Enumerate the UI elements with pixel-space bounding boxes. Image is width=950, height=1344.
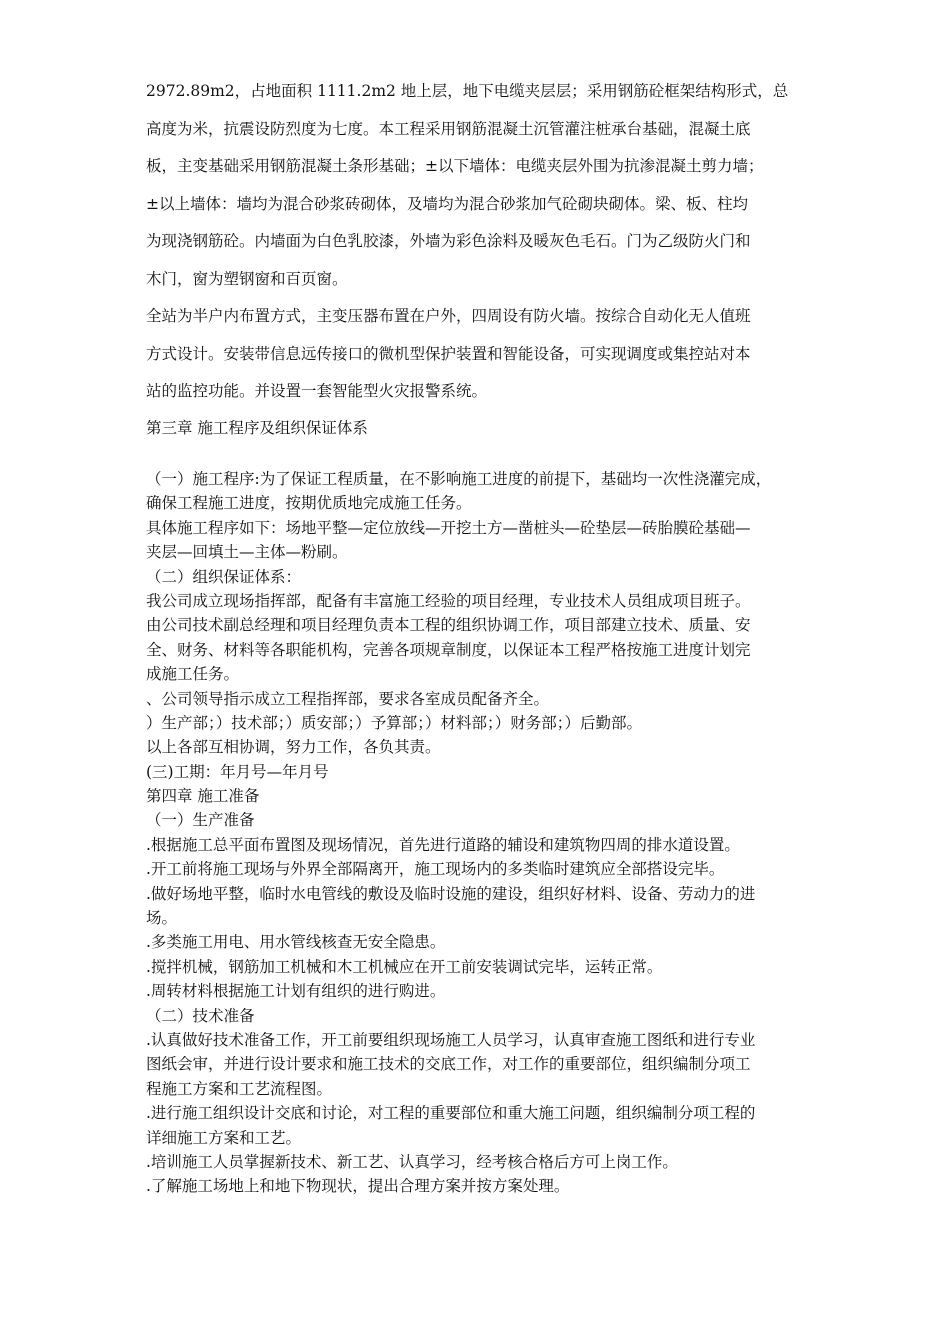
text-line: 高度为米，抗震设防烈度为七度。本工程采用钢筋混凝土沉管灌注桩承台基础，混凝土底: [146, 119, 751, 138]
text-line: 我公司成立现场指挥部，配备有丰富施工经验的项目经理，专业技术人员组成项目班子。: [146, 591, 751, 610]
text-line: .培训施工人员掌握新技术、新工艺、认真学习，经考核合格后方可上岗工作。: [146, 1152, 678, 1171]
text-line: .多类施工用电、用水管线核查无安全隐患。: [146, 933, 446, 952]
text-line: .进行施工组织设计交底和讨论，对工程的重要部位和重大施工问题，组织编制分项工程的: [146, 1104, 756, 1123]
chapter-4-heading: 第四章 施工准备: [146, 787, 260, 806]
text-line: 确保工程施工进度，按期优质地完成施工任务。: [146, 494, 472, 513]
text-line: 详细施工方案和工艺。: [146, 1128, 302, 1147]
station-layout-paragraph: [146, 298, 826, 411]
text-line: （一）生产准备: [146, 811, 255, 830]
text-line: （一）施工程序:为了保证工程质量，在不影响施工进度的前提下，基础均一次性浇灌完成，: [146, 470, 772, 488]
text-line: 成施工任务。: [146, 665, 240, 684]
text-line: .认真做好技术准备工作，开工前要组织现场施工人员学习，认真审查施工图纸和进行专业: [146, 1030, 756, 1049]
text-line: 木门，窗为塑钢窗和百页窗。: [146, 269, 348, 288]
text-line: 为现浇钢筋砼。内墙面为白色乳胶漆，外墙为彩色涂料及暖灰色毛石。门为乙级防火门和: [146, 232, 751, 250]
text-line: （二）组织保证体系：: [146, 567, 302, 586]
text-line: .做好场地平整，临时水电管线的敷设及临时设施的建设，组织好材料、设备、劳动力的进: [146, 884, 756, 903]
text-line: 由公司技术副总经理和项目经理负责本工程的组织协调工作，项目部建立技术、质量、安: [146, 616, 751, 635]
project-overview-paragraph: [146, 73, 826, 298]
text-line: 全站为半户内布置方式，主变压器布置在户外，四周设有防火墙。按综合自动化无人值班: [146, 307, 751, 325]
text-line: 方式设计。安装带信息远传接口的微机型保护装置和智能设备，可实现调度或集控站对本: [146, 344, 751, 363]
text-line: 具体施工程序如下：场地平整—定位放线—开挖土方—凿桩头—砼垫层—砖胎膜砼基础—: [146, 518, 751, 537]
text-line: .了解施工场地上和地下物现状，提出合理方案并按方案处理。: [146, 1177, 570, 1196]
construction-program-body: [146, 467, 836, 1199]
text-line: 图纸会审，并进行设计要求和施工技术的交底工作，对工作的重要部位，组织编制分项工: [146, 1055, 751, 1074]
text-line: 夹层—回填土—主体—粉刷。: [146, 543, 348, 562]
text-line: .根据施工总平面布置图及现场情况，首先进行道路的辅设和建筑物四周的排水道设置。: [146, 835, 740, 854]
text-line: 场。: [146, 909, 178, 928]
text-line: 以上各部互相协调，努力工作，各负其责。: [146, 738, 441, 757]
text-line: ±以上墙体：墙均为混合砂浆砖砌体，及墙均为混合砂浆加气砼砌块砌体。梁、板、柱均: [146, 194, 748, 213]
text-line: 、公司领导指示成立工程指挥部，要求各室成员配备齐全。: [146, 689, 550, 708]
text-line: .周转材料根据施工计划有组织的进行购进。: [146, 982, 446, 1001]
text-line: 站的监控功能。并设置一套智能型火灾报警系统。: [146, 382, 488, 400]
text-line: 板，主变基础采用钢筋混凝土条形基础；±以下墙体：电缆夹层外围为抗渗混凝土剪力墙；: [146, 157, 764, 175]
text-line: .开工前将施工现场与外界全部隔离开，施工现场内的多类临时建筑应全部搭设完毕。: [146, 860, 725, 879]
text-line: 2972.89m2，占地面积 1111.2m2 地上层，地下电缆夹层层；采用钢筋砼框架结构形式，总: [146, 82, 789, 100]
text-line: ）生产部；）技术部；）质安部；）予算部；）材料部；）财务部；）后勤部。: [146, 713, 643, 732]
text-line: 程施工方案和工艺流程图。: [146, 1079, 333, 1098]
text-line: .搅拌机械，钢筋加工机械和木工机械应在开工前安装调试完毕，运转正常。: [146, 957, 663, 976]
chapter-3-heading: 第三章 施工程序及组织保证体系: [146, 419, 368, 437]
text-line: 全、财务、材料等各职能机构，完善各项规章制度，以保证本工程严格按施工进度计划完: [146, 640, 751, 659]
text-line: （二）技术准备: [146, 1006, 255, 1025]
text-line: (三)工期：年月号—年月号: [146, 762, 329, 781]
